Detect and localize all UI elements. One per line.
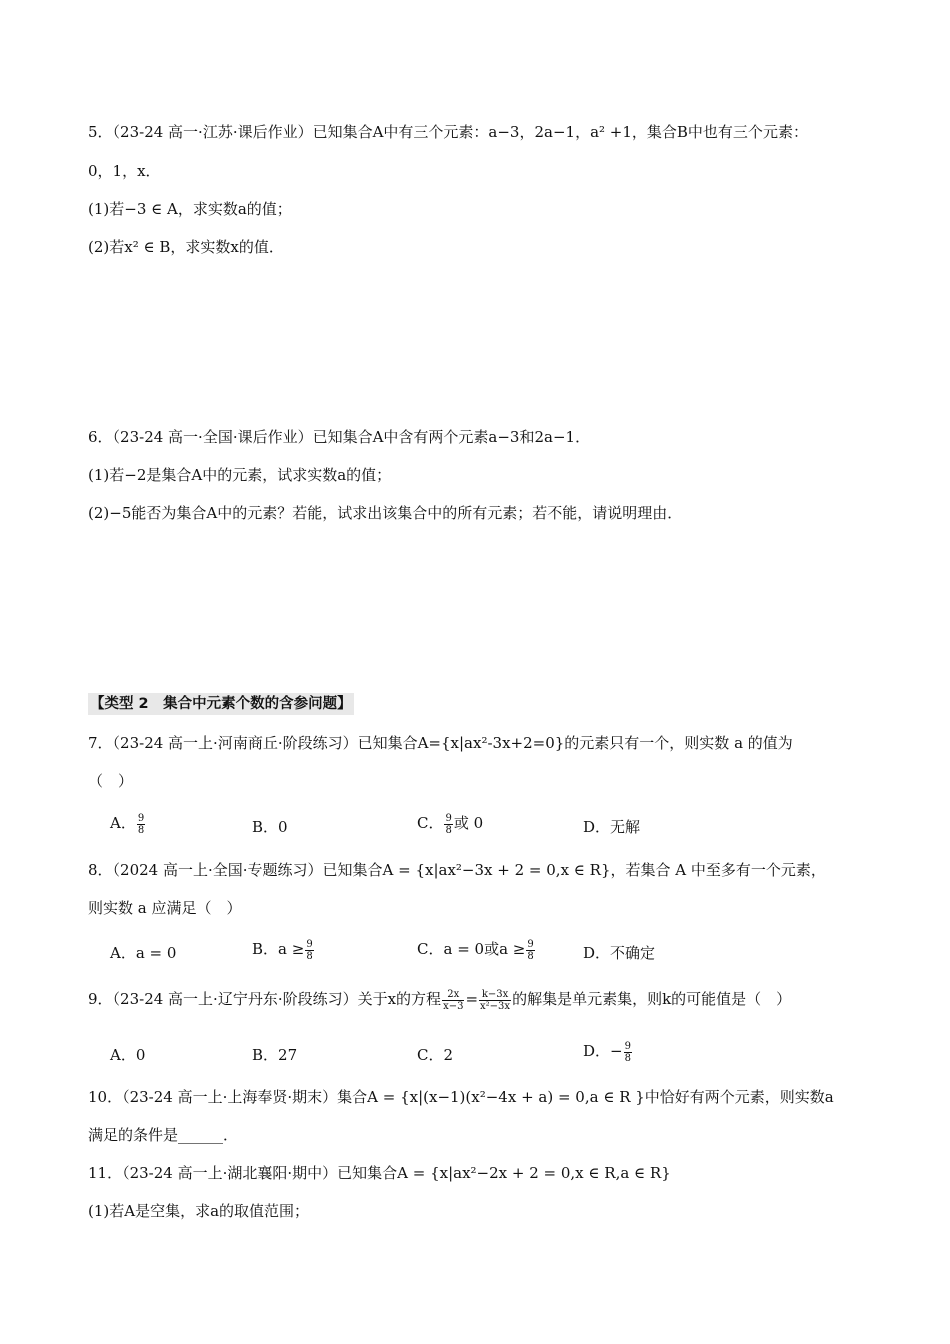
fraction-numerator: 2x	[442, 989, 464, 1001]
q9-option-a: A．0	[110, 1046, 146, 1064]
q8-option-a: A．a = 0	[110, 944, 177, 962]
q7-option-c	[417, 812, 483, 836]
q9-option-d	[583, 1040, 633, 1064]
q5-subquestion-2: (2)若x² ∈ B，求实数x的值．	[88, 238, 284, 256]
q6-subquestion-2: (2)−5能否为集合A中的元素？若能，试求出该集合中的所有元素；若不能，请说明理由．	[88, 504, 683, 522]
fraction-numerator: 9	[527, 938, 534, 950]
q11-subquestion-1: (1)若A是空集，求a的取值范围；	[88, 1202, 310, 1220]
q8-option-c	[417, 938, 536, 962]
q5-stem-line1: 5．（23-24 高一·江苏·课后作业）已知集合A中有三个元素：a−3，2a−1，a² +1，集合B中也有三个元素：	[88, 123, 808, 141]
fraction-numerator: 9	[445, 812, 452, 824]
q8-option-b-label: B．a ≥	[252, 940, 305, 958]
fraction-numerator: 9	[624, 1040, 631, 1052]
q7-option-b: B．0	[252, 818, 288, 836]
q7-option-a-label: A．	[110, 814, 136, 832]
q9-fraction-right	[479, 989, 511, 1012]
fraction-denominator: 8	[624, 1052, 631, 1064]
q8-stem-line1: 8．（2024 高一上·全国·专题练习）已知集合A = {x|ax²−3x + 2 = 0,x ∈ R}，若集合 A 中至多有一个元素，	[88, 861, 826, 879]
q7-stem-line2: （ ）	[88, 772, 134, 790]
q7-stem-line1: 7．（23-24 高一上·河南商丘·阶段练习）已知集合A={x|ax²-3x+2=0}的元素只有一个，则实数 a 的值为	[88, 734, 793, 752]
fraction-numerator: 9	[306, 938, 313, 950]
q7-option-a	[110, 812, 146, 836]
q6-stem: 6．（23-24 高一·全国·课后作业）已知集合A中含有两个元素a−3和2a−1．	[88, 428, 591, 446]
fraction-denominator: 8	[137, 824, 145, 836]
q9-option-d-label: D．−	[583, 1042, 623, 1060]
q7-option-a-fraction	[137, 813, 145, 836]
q6-subquestion-1: (1)若−2是集合A中的元素，试求实数a的值；	[88, 466, 392, 484]
fraction-denominator: 8	[445, 824, 452, 836]
q7-option-c-fraction	[444, 813, 452, 836]
q8-option-c-label: C．a = 0或a ≥	[417, 940, 526, 958]
q9-option-b: B．27	[252, 1046, 298, 1064]
q9-stem-prefix: 9．（23-24 高一上·辽宁丹东·阶段练习）关于x的方程	[88, 990, 442, 1008]
q8-option-c-fraction	[526, 939, 534, 962]
q9-stem-suffix: 的解集是单元素集，则k的可能值是（ ）	[512, 990, 792, 1008]
q10-stem-line1: 10．（23-24 高一上·上海奉贤·期末）集合A = {x|(x−1)(x²−4x + a) = 0,a ∈ R }中恰好有两个元素，则实数a	[88, 1088, 834, 1106]
fraction-denominator: 8	[527, 950, 534, 962]
q8-option-b-fraction	[305, 939, 313, 962]
q9-option-c: C．2	[417, 1046, 454, 1064]
fraction-denominator: x−3	[443, 1000, 464, 1012]
fraction-numerator: k−3x	[479, 989, 511, 1001]
q9-stem	[88, 988, 791, 1012]
q8-option-b	[252, 938, 315, 962]
q7-option-d: D．无解	[583, 818, 641, 836]
q8-option-d: D．不确定	[583, 944, 656, 962]
q9-fraction-left	[442, 989, 464, 1012]
q5-stem-line2: 0，1，x．	[88, 162, 161, 180]
q10-stem-line2: 满足的条件是______．	[88, 1126, 239, 1144]
fraction-denominator: 8	[306, 950, 313, 962]
q7-option-c-label: C．	[417, 814, 444, 832]
q9-equals: =	[465, 990, 479, 1008]
q9-option-d-fraction	[624, 1041, 632, 1064]
q7-option-c-suffix: 或 0	[453, 814, 484, 832]
fraction-denominator: x²−3x	[480, 1000, 511, 1012]
q8-stem-line2: 则实数 a 应满足（ ）	[88, 899, 242, 917]
fraction-numerator: 9	[137, 812, 145, 824]
q11-stem: 11．（23-24 高一上·湖北襄阳·期中）已知集合A = {x|ax²−2x + 2 = 0,x ∈ R,a ∈ R}	[88, 1164, 671, 1182]
q5-subquestion-1: (1)若−3 ∈ A，求实数a的值；	[88, 200, 292, 218]
section-heading: 【类型 2 集合中元素个数的含参问题】	[88, 693, 354, 715]
